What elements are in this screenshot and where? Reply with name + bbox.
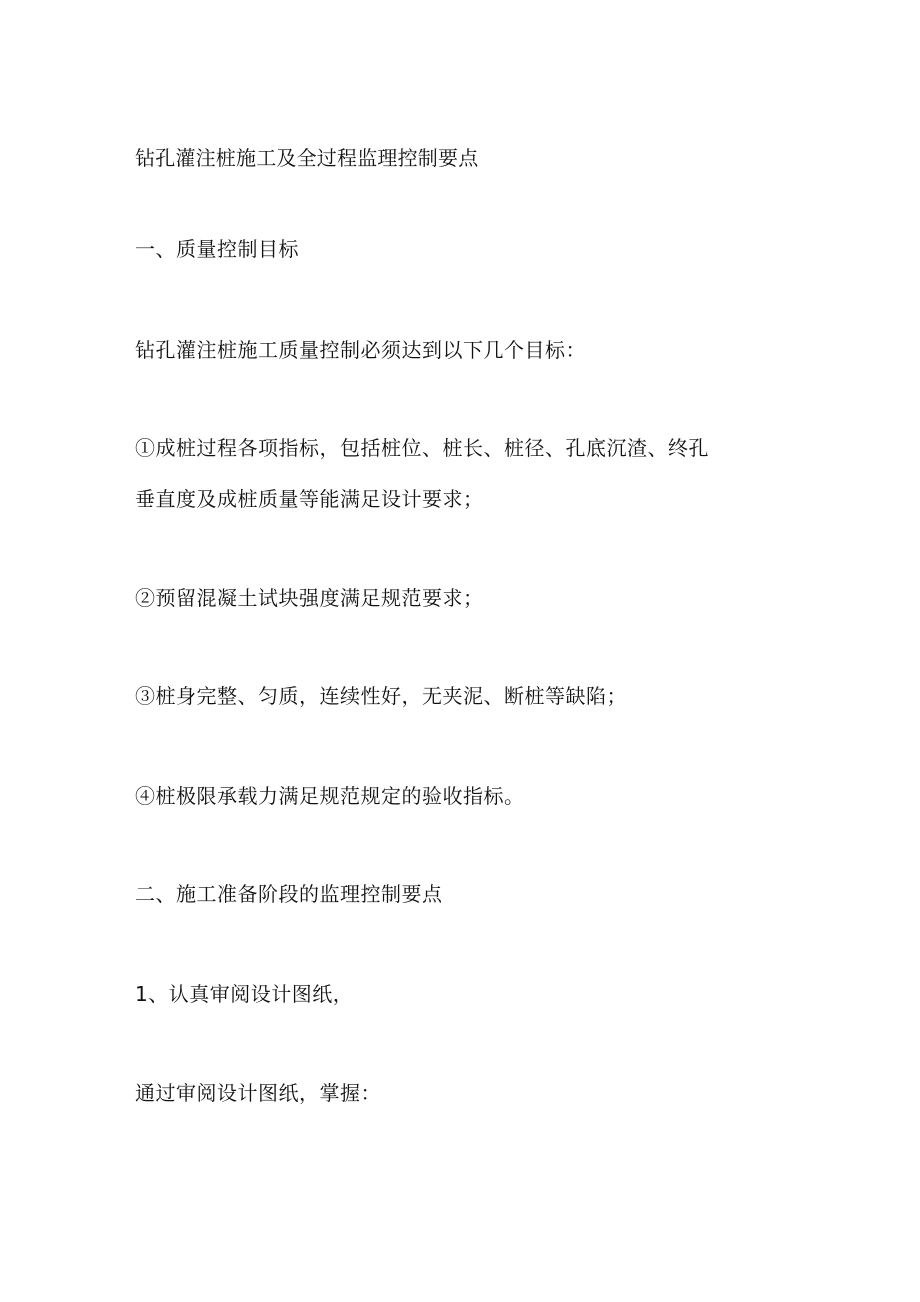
section-heading-preparation-stage: 二、施工准备阶段的监理控制要点 — [135, 882, 443, 906]
item-1-heading — [135, 982, 353, 1006]
intro-paragraph: 钻孔灌注桩施工质量控制必须达到以下几个目标： — [135, 338, 586, 362]
item-1-body: 通过审阅设计图纸，掌握： — [135, 1081, 381, 1105]
goal-1-line-1: ①成桩过程各项指标，包括桩位、桩长、桩径、孔底沉渣、终孔 — [135, 436, 709, 460]
document-title: 钻孔灌注桩施工及全过程监理控制要点 — [135, 146, 479, 170]
goal-1-line-2: 垂直度及成桩质量等能满足设计要求； — [135, 487, 484, 511]
goal-2: ②预留混凝土试块强度满足规范要求； — [135, 586, 484, 610]
item-1-text: 、认真审阅设计图纸， — [148, 982, 354, 1006]
item-1-number: 1 — [135, 982, 149, 1006]
goal-3: ③桩身完整、匀质，连续性好，无夹泥、断桩等缺陷； — [135, 684, 627, 708]
goal-4: ④桩极限承载力满足规范规定的验收指标。 — [135, 784, 525, 808]
section-heading-quality-goals: 一、质量控制目标 — [135, 237, 299, 261]
